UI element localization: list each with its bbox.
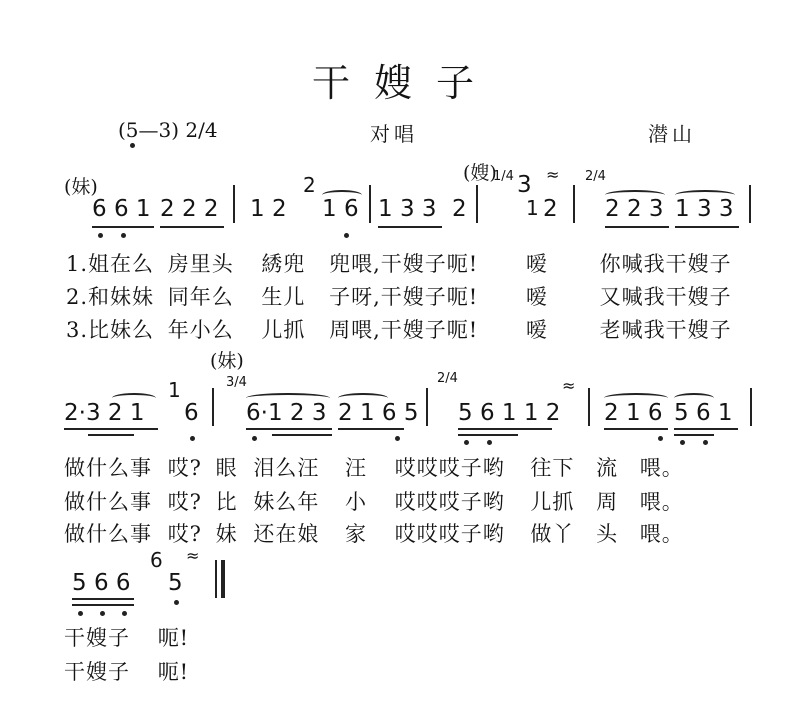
- slur: [246, 393, 330, 403]
- slur: [604, 393, 668, 403]
- note-group: 5: [168, 570, 183, 596]
- lyric-phrase: 往下: [530, 456, 575, 480]
- slur: [675, 190, 735, 200]
- lyric-phrase: 哎?: [167, 456, 202, 480]
- lyric-phrase: 妹: [215, 522, 238, 546]
- low-octave-dot: [122, 611, 127, 616]
- note-group: 1 6: [322, 196, 359, 222]
- lyric-phrase: 头: [596, 522, 619, 546]
- beam-line: [675, 226, 739, 228]
- lyric-phrase: 兜喂,干嫂子: [329, 252, 447, 276]
- lyric-phrase: 哎?: [167, 522, 202, 546]
- note-group: 3: [517, 172, 532, 198]
- trill-mark: ≈: [186, 546, 200, 565]
- grace-note: 2: [303, 173, 316, 197]
- lyric-verse-1-line-3: [64, 622, 189, 652]
- grace-note: 6: [150, 548, 163, 572]
- time-signature: 2/4: [437, 371, 458, 386]
- note-group: 5 6 1: [674, 400, 733, 426]
- lyric-phrase: 3.比妹么: [66, 318, 155, 342]
- time-signature: 3/4: [226, 375, 247, 390]
- low-octave-dot: [487, 440, 492, 445]
- final-barline-thin: [215, 560, 217, 598]
- lyric-phrase: 哎哎哎子哟: [394, 490, 505, 514]
- lyric-phrase: 同年么: [167, 285, 234, 309]
- beam-line: [246, 428, 332, 430]
- note-group: 1 3 3: [675, 196, 734, 222]
- beam-line: [88, 434, 134, 436]
- lyric-phrase: 子呀,干嫂子: [329, 285, 447, 309]
- lyric-phrase: 哎?: [167, 490, 202, 514]
- lyric-phrase: 干嫂子: [64, 660, 130, 684]
- lyric-phrase: 喂。: [639, 522, 684, 546]
- note-group: 2 2 2: [160, 196, 219, 222]
- time-signature: 1/4: [493, 169, 514, 184]
- lyric-phrase: 儿抓: [261, 318, 306, 342]
- note-group: 5 6 6: [72, 570, 131, 596]
- trill-mark: ≈: [562, 376, 576, 395]
- slur: [674, 393, 714, 403]
- lyric-phrase: 1.姐在么: [66, 252, 155, 276]
- lyric-phrase: 干嫂子: [665, 318, 732, 342]
- region-label: 潜山: [648, 122, 696, 146]
- beam-line: [72, 598, 134, 600]
- low-octave-dot: [680, 440, 685, 445]
- lyric-phrase: 年小么: [167, 318, 234, 342]
- note-group: 2 2 3: [605, 196, 664, 222]
- note-group: 2 1 6 5: [338, 400, 419, 426]
- beam-line: [674, 428, 738, 430]
- low-octave-dot: [464, 440, 469, 445]
- lyric-phrase: 做丫: [530, 522, 575, 546]
- lyric-phrase: 小: [345, 490, 368, 514]
- beam-line: [604, 428, 668, 430]
- lyric-verse-3-line-2: [64, 518, 684, 548]
- low-octave-dot: [174, 600, 179, 605]
- beam-line: [338, 428, 404, 430]
- lyric-phrase: 嗳: [525, 318, 548, 342]
- lyric-phrase: 呃!: [446, 318, 479, 342]
- low-octave-dot: [395, 436, 400, 441]
- slur: [338, 393, 388, 403]
- song-title: 干嫂子: [311, 61, 498, 105]
- lyric-phrase: 老喊我: [599, 318, 666, 342]
- beam-line: [378, 226, 442, 228]
- lyric-phrase: 生儿: [261, 285, 306, 309]
- lyric-phrase: 嗳: [525, 285, 548, 309]
- beam-line: [92, 226, 154, 228]
- lyric-phrase: 儿抓: [530, 490, 575, 514]
- lyric-phrase: 干嫂子: [665, 285, 732, 309]
- time-signature: 2/4: [585, 169, 606, 184]
- low-octave-dot: [344, 233, 349, 238]
- lyric-verse-3-line-1: [66, 314, 732, 344]
- lyric-phrase: 喂。: [639, 456, 684, 480]
- beam-line: [674, 434, 714, 436]
- lyric-phrase: 周喂,干嫂子: [329, 318, 447, 342]
- barline: [369, 185, 371, 223]
- barline: [573, 185, 575, 223]
- low-octave-dot: [100, 611, 105, 616]
- note-group: 1 2: [250, 196, 287, 222]
- lyric-phrase: 泪么汪: [253, 456, 320, 480]
- barline: [588, 388, 590, 426]
- lyric-phrase: 呃!: [157, 660, 190, 684]
- note-group: 6: [184, 400, 199, 426]
- key-signature: (5—3) 2/4: [118, 118, 218, 142]
- lyric-phrase: 眼: [215, 456, 238, 480]
- lyric-phrase: 嗳: [525, 252, 548, 276]
- lyric-phrase: 干嫂子: [64, 626, 130, 650]
- barline: [212, 388, 214, 426]
- lyric-phrase: 2.和妹妹: [66, 285, 155, 309]
- lyric-verse-1-line-2: [64, 452, 684, 482]
- lyric-phrase: 呃!: [446, 252, 479, 276]
- slur: [112, 393, 156, 403]
- lyric-phrase: 喂。: [639, 490, 684, 514]
- lyric-phrase: 綉兜: [261, 252, 306, 276]
- low-octave-dot: [703, 440, 708, 445]
- barline: [426, 388, 428, 426]
- voice-label-sister-in-law: (嫂): [463, 162, 497, 184]
- lyric-verse-2-line-3: [64, 656, 189, 686]
- note-group: 5 6 1 1 2: [458, 400, 561, 426]
- barline: [750, 388, 752, 426]
- beam-line: [64, 428, 158, 430]
- trill-mark: ≈: [546, 165, 560, 184]
- barline: [749, 185, 751, 223]
- lyric-phrase: 还在娘: [253, 522, 320, 546]
- lyric-phrase: 比: [215, 490, 238, 514]
- barline: [233, 185, 235, 223]
- low-octave-dot: [121, 233, 126, 238]
- note-group: 2: [452, 196, 467, 222]
- lyric-phrase: 哎哎哎子哟: [394, 456, 505, 480]
- lyric-phrase: 哎哎哎子哟: [394, 522, 505, 546]
- lyric-verse-1-line-1: [66, 248, 732, 278]
- voice-label-sister: (妹): [210, 350, 244, 372]
- lyric-phrase: 呃!: [157, 626, 190, 650]
- low-octave-dot: [98, 233, 103, 238]
- lyric-phrase: 干嫂子: [665, 252, 732, 276]
- lyric-phrase: 汪: [345, 456, 368, 480]
- lyric-phrase: 流: [596, 456, 619, 480]
- note-group: 6·1 2 3: [246, 400, 327, 426]
- lyric-phrase: 做什么事: [64, 522, 152, 546]
- note-group: 2·3 2 1: [64, 400, 145, 426]
- note-group: 6 6 1: [92, 196, 151, 222]
- low-octave-dot: [130, 143, 135, 148]
- note-group: 2: [543, 196, 558, 222]
- grace-note: 1: [168, 378, 181, 402]
- slur: [605, 190, 665, 200]
- beam-line: [272, 434, 332, 436]
- lyric-phrase: 家: [345, 522, 368, 546]
- final-barline-thick: [221, 560, 225, 598]
- lyric-phrase: 又喊我: [599, 285, 666, 309]
- beam-line: [458, 428, 552, 430]
- lyric-verse-2-line-1: [66, 281, 732, 311]
- beam-line: [160, 226, 224, 228]
- performance-style: 对唱: [370, 122, 418, 146]
- lyric-phrase: 做什么事: [64, 490, 152, 514]
- barline: [476, 185, 478, 223]
- beam-line: [72, 604, 134, 606]
- voice-label-sister: (妹): [64, 176, 98, 198]
- low-octave-dot: [190, 436, 195, 441]
- low-octave-dot: [78, 611, 83, 616]
- note-group: 2 1 6: [604, 400, 663, 426]
- lyric-phrase: 呃!: [446, 285, 479, 309]
- note-group: 1 3 3: [378, 196, 437, 222]
- beam-line: [605, 226, 669, 228]
- beam-line: [458, 434, 518, 436]
- grace-note: 1: [526, 196, 539, 220]
- lyric-phrase: 你喊我: [599, 252, 666, 276]
- lyric-phrase: 房里头: [167, 252, 234, 276]
- lyric-phrase: 周: [596, 490, 619, 514]
- slur: [322, 190, 362, 200]
- low-octave-dot: [658, 436, 663, 441]
- lyric-phrase: 妹么年: [253, 490, 320, 514]
- lyric-verse-2-line-2: [64, 486, 684, 516]
- low-octave-dot: [252, 436, 257, 441]
- lyric-phrase: 做什么事: [64, 456, 152, 480]
